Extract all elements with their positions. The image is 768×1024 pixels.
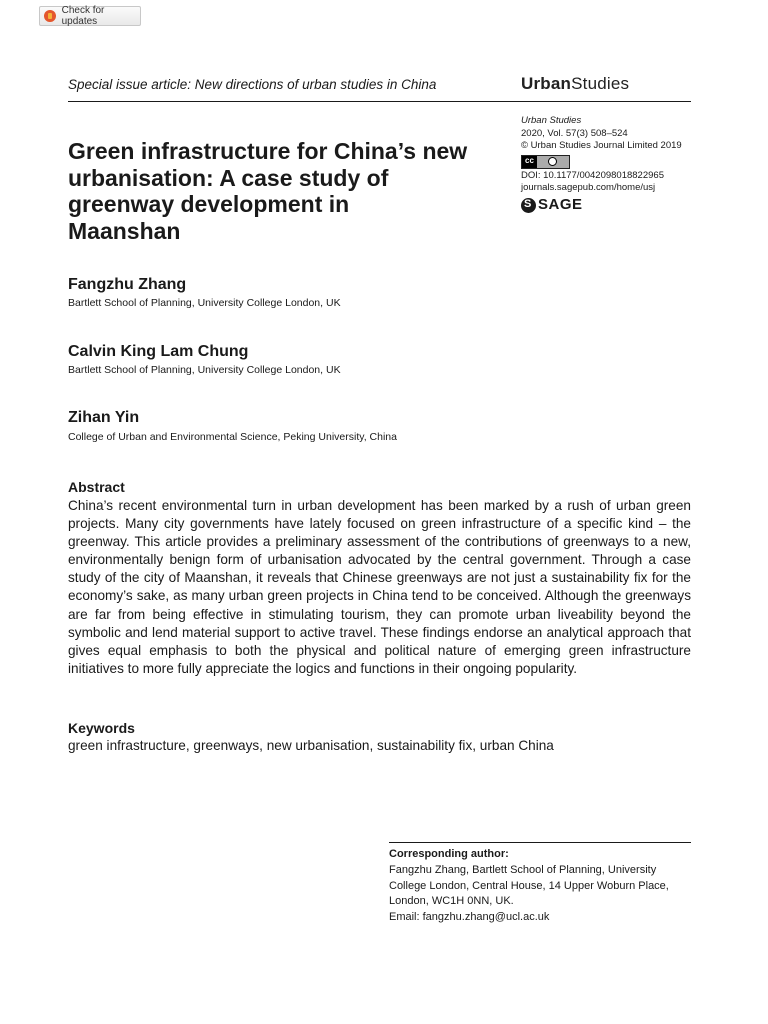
abstract-heading: Abstract <box>68 479 125 495</box>
sage-mark-icon <box>521 198 536 213</box>
footnote-divider <box>389 842 691 843</box>
corresponding-author-heading: Corresponding author: <box>389 848 509 860</box>
doi-link[interactable]: DOI: 10.1177/0042098018822965 <box>521 169 664 181</box>
keywords-text: green infrastructure, greenways, new urbanisation, sustainability fix, urban China <box>68 738 554 753</box>
corresponding-line: London, WC1H 0NN, UK. <box>389 895 514 907</box>
journal-logo-light: Studies <box>571 74 630 93</box>
copyright: © Urban Studies Journal Limited 2019 <box>521 140 682 151</box>
author-name: Zihan Yin <box>68 409 140 426</box>
journal-logo-bold: Urban <box>521 74 572 93</box>
corresponding-email[interactable]: Email: fangzhu.zhang@ucl.ac.uk <box>389 910 550 923</box>
check-for-updates-button[interactable] <box>39 6 141 26</box>
crossmark-icon <box>44 10 56 22</box>
volume-info: 2020, Vol. 57(3) 508–524 <box>521 127 628 139</box>
author-affiliation: College of Urban and Environmental Science, Peking University, China <box>68 431 397 443</box>
author-name: Calvin King Lam Chung <box>68 343 249 360</box>
journal-logo <box>521 74 629 94</box>
cc-license-badge[interactable] <box>521 155 570 169</box>
cc-icon: cc <box>522 156 537 168</box>
author-affiliation: Bartlett School of Planning, University College London, UK <box>68 364 341 376</box>
corresponding-author-details <box>389 863 699 925</box>
corresponding-line: College London, Central House, 14 Upper Woburn Place, <box>389 879 669 892</box>
author-affiliation: Bartlett School of Planning, University College London, UK <box>68 297 341 309</box>
sage-logo <box>521 195 682 213</box>
article-title: Green infrastructure for China’s new urbanisation: A case study of greenway development in Maanshan <box>68 138 468 244</box>
header-divider <box>68 101 691 102</box>
corresponding-line: Fangzhu Zhang, Bartlett School of Planning, University <box>389 864 657 876</box>
journal-name: Urban Studies <box>521 115 582 126</box>
author-name: Fangzhu Zhang <box>68 276 187 293</box>
keywords-heading: Keywords <box>68 720 135 736</box>
abstract-text: China’s recent environmental turn in urban development has been marked by a rush of urban green projects. Many city governments have lately focused on green infrastructure of a specific kind – the greenway. This article provides a preliminary assessment of the contributions of greenways to a new, environmentally benign form of urbanisation advocated by the central government. Through a case study of the city of Maanshan, it reveals that Chinese greenways are not just a sustainability fix for the economy’s sake, as many urban green projects in China tend to be conceived. Although the greenways are far from being effective in stimulating tourism, they can promote urban liveability beyond the symbolic and lend material support to active travel. These findings endorse an analytical approach that gives equal emphasis to both the physical and political nature of emerging green infrastructure initiatives to more fully appreciate the logics and functions in their ongoing popularity. <box>68 498 691 676</box>
special-issue-label: Special issue article: New directions of urban studies in China <box>68 77 437 92</box>
by-attribution-icon <box>537 156 569 168</box>
journal-url-link[interactable]: journals.sagepub.com/home/usj <box>521 182 656 193</box>
sage-logo-text: SAGE <box>538 195 583 213</box>
article-metadata <box>521 115 682 213</box>
check-for-updates-label: Check for updates <box>61 5 105 27</box>
